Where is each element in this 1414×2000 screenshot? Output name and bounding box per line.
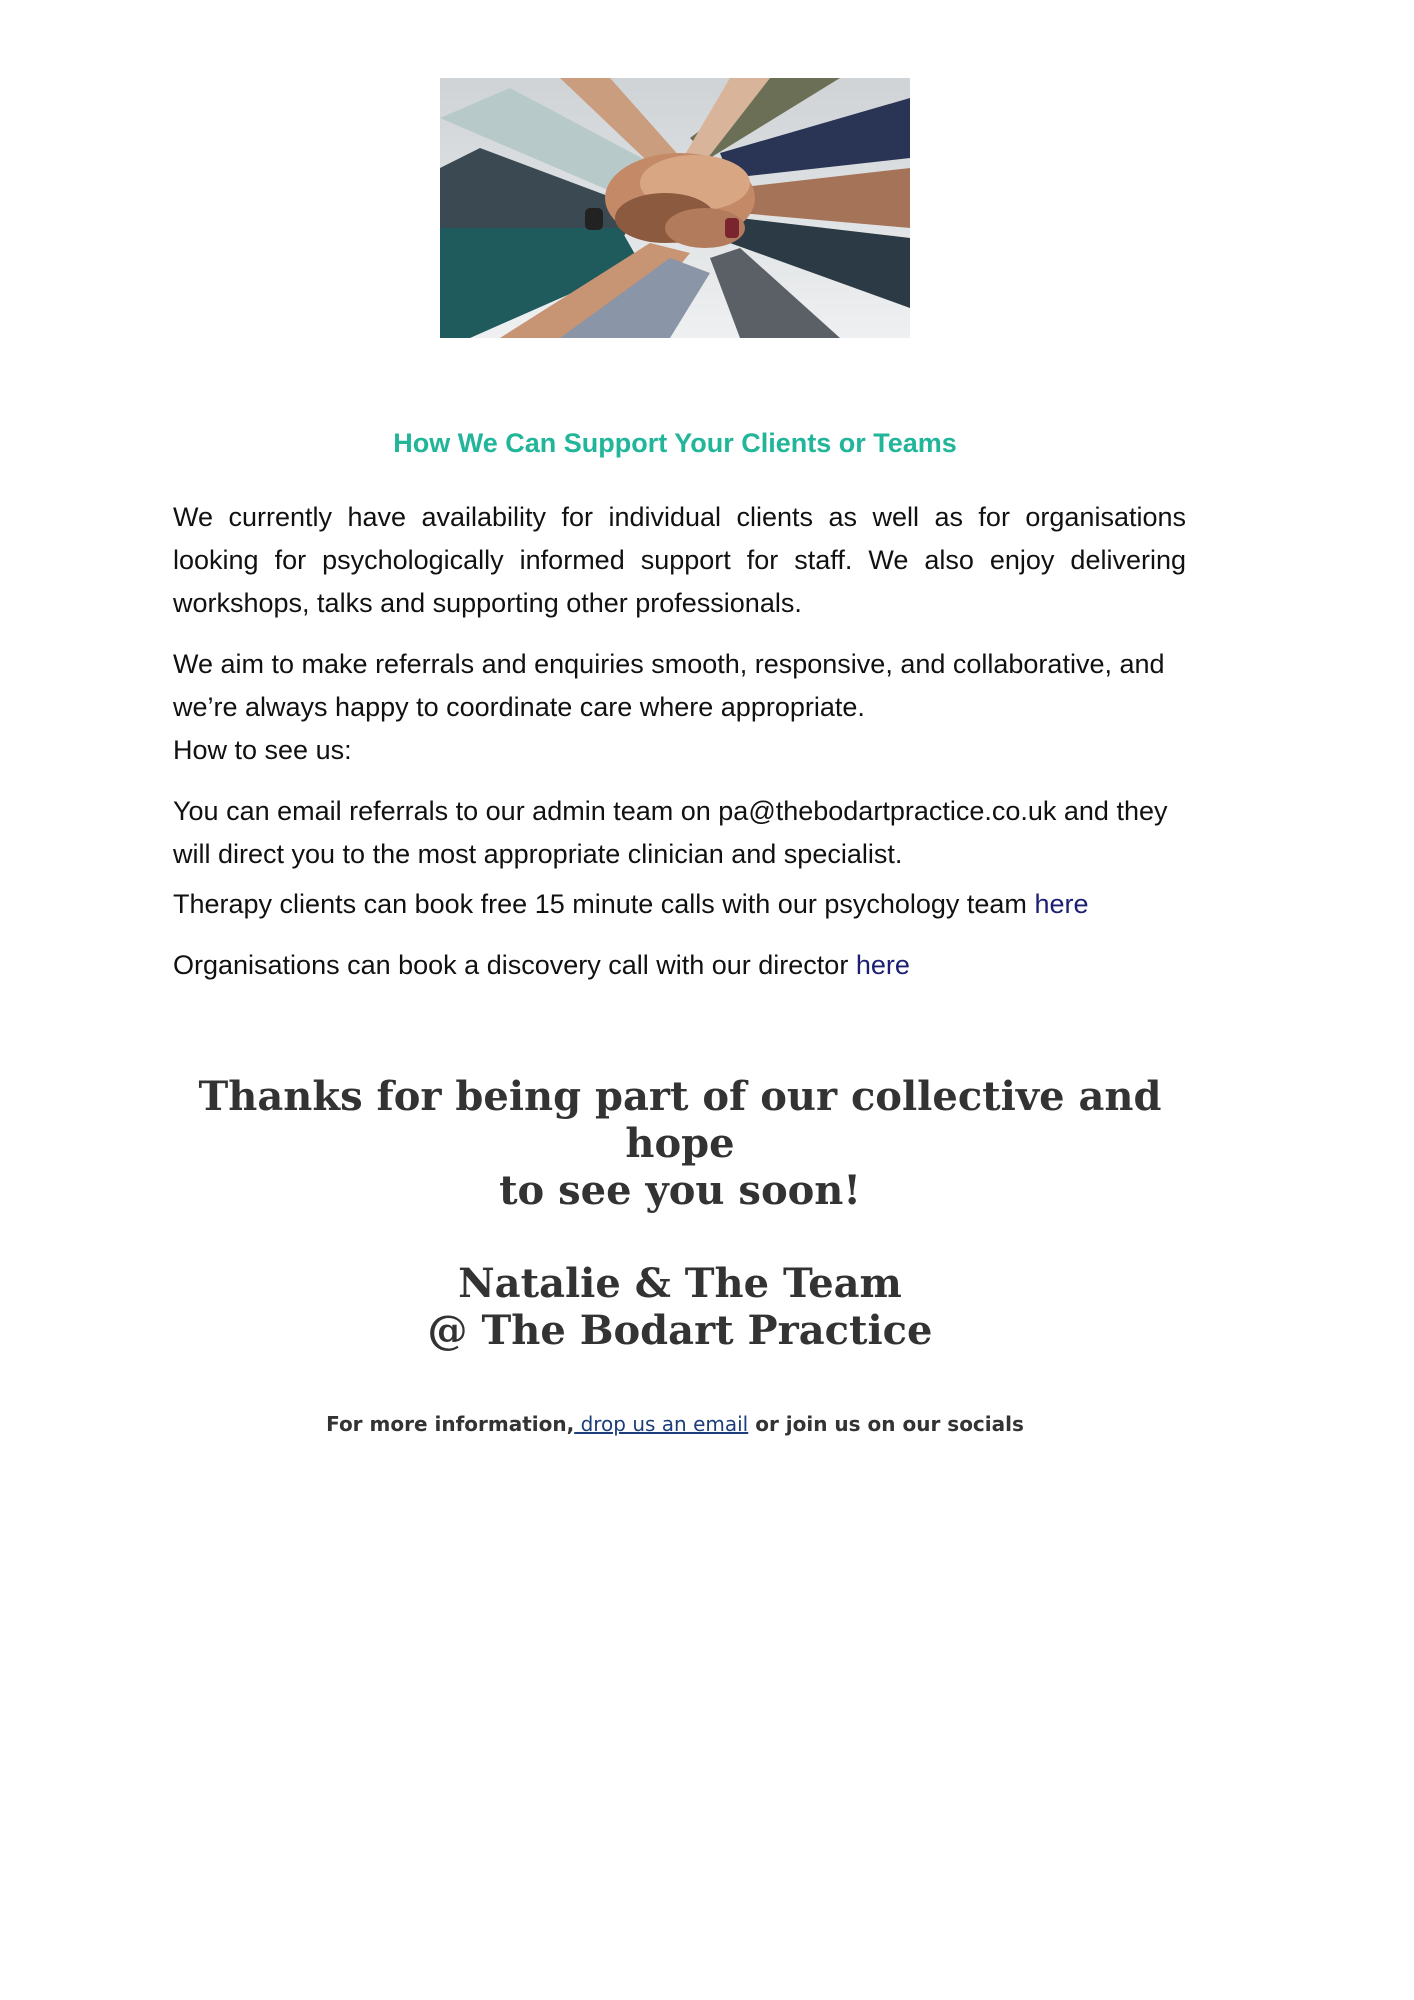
org-booking-text: Organisations can book a discovery call with our director — [173, 950, 849, 980]
email-link[interactable]: drop us an email — [574, 1412, 749, 1436]
signoff-name: Natalie & The Team — [458, 1260, 902, 1307]
signoff-practice: @ The Bodart Practice — [427, 1307, 933, 1354]
hero-image — [440, 78, 910, 338]
thanks-line-1: Thanks for being part of our collective and hope — [198, 1073, 1162, 1167]
hands-stacked-photo-icon — [440, 78, 910, 338]
thanks-message — [150, 1073, 1210, 1214]
intro-paragraph: We currently have availability for individual clients as well as for organisations looking for psychologically informed support for staff. We also enjoy delivering workshops, talks and supporting other professionals. — [173, 502, 1186, 618]
therapy-booking-link[interactable]: here — [1034, 889, 1089, 919]
org-booking-line — [173, 944, 1186, 987]
signoff — [150, 1260, 1210, 1354]
footer-suffix: or join us on our socials — [748, 1412, 1024, 1436]
section-heading: How We Can Support Your Clients or Teams — [393, 428, 957, 458]
email-referrals-paragraph: You can email referrals to our admin team on pa@thebodartpractice.co.uk and they will direct you to the most appropriate clinician and specialist. — [173, 796, 1168, 869]
referrals-paragraph — [173, 643, 1186, 772]
therapy-booking-text: Therapy clients can book free 15 minute calls with our psychology team — [173, 889, 1027, 919]
how-to-see-us-label: How to see us: — [173, 735, 352, 765]
thanks-line-2: to see you soon! — [499, 1167, 861, 1214]
therapy-booking-line — [173, 883, 1186, 926]
org-booking-link[interactable]: here — [855, 950, 910, 980]
referrals-text: We aim to make referrals and enquiries smooth, responsive, and collaborative, and we’re always happy to coordinate care where appropriate. — [173, 649, 1165, 722]
footer-prefix: For more information, — [326, 1412, 575, 1436]
footer-info — [0, 1412, 1350, 1436]
